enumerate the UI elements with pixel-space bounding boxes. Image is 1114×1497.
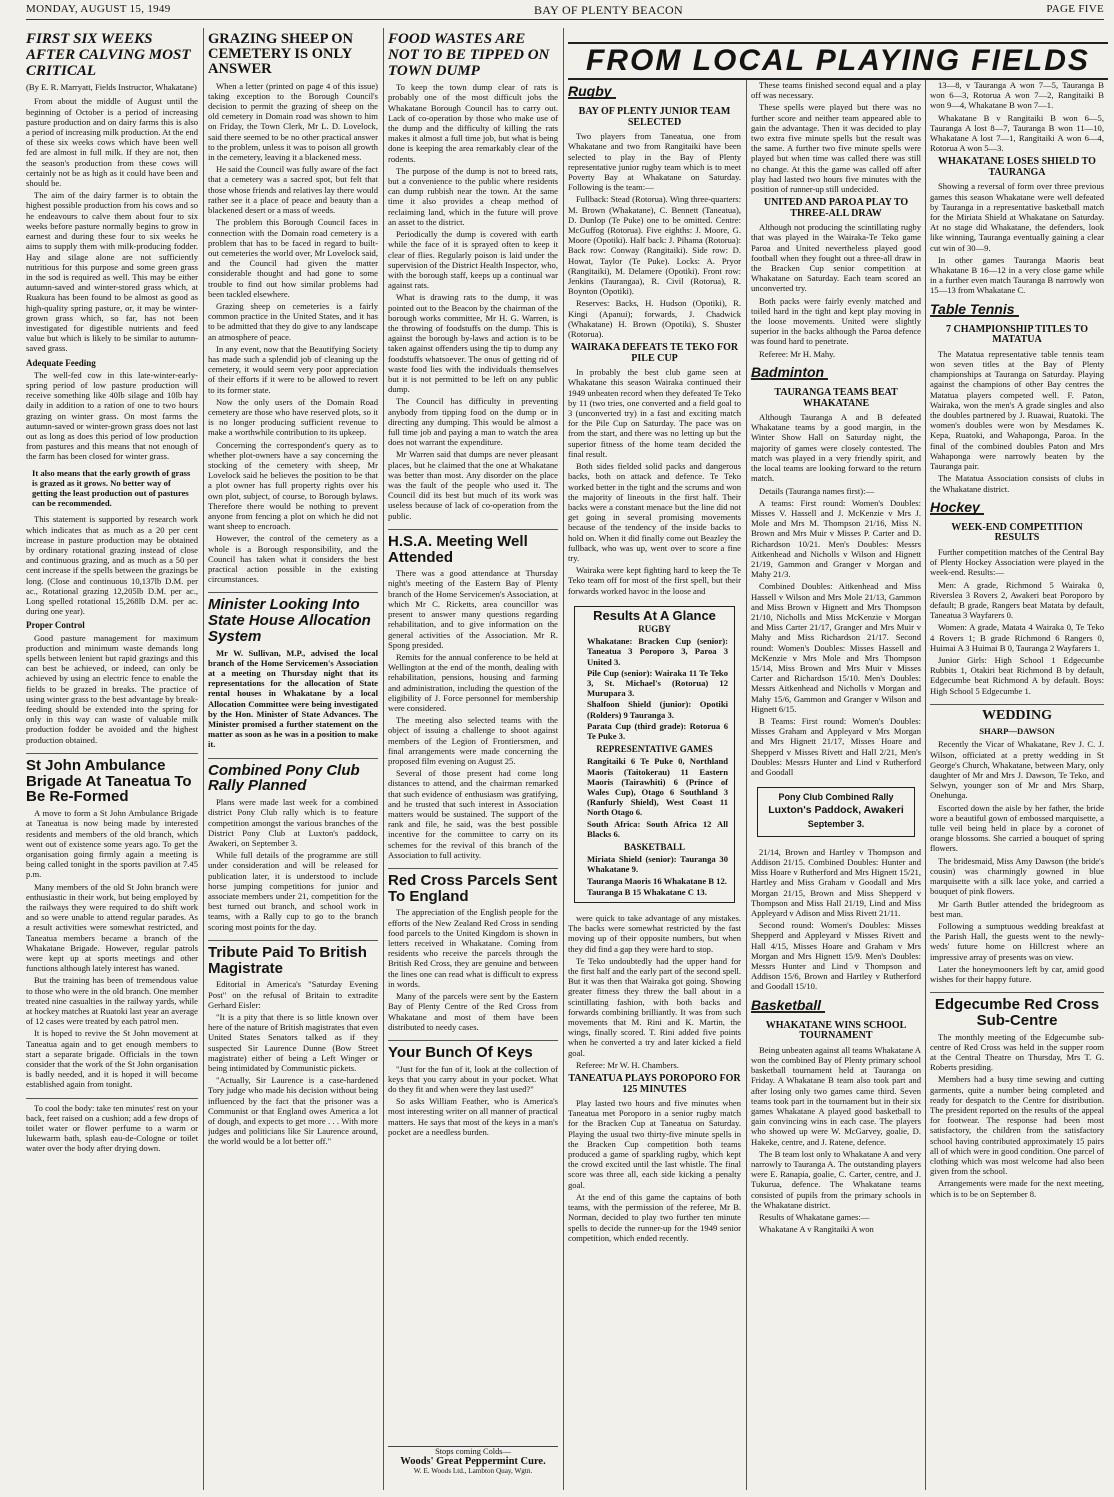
- paragraph: Plans were made last week for a combined district Pony Club rally which is to feature competition amongst the various branches of the District Pony Club at Luxton's paddock, Awakeri, on September 3.: [208, 797, 378, 848]
- result-line: Miriata Shield (senior): Tauranga 30 Whakatane 9.: [587, 854, 728, 875]
- subheading: Proper Control: [26, 620, 85, 631]
- paragraph: It is hoped to revive the St John movement at Taneatua again and to get enough members to start a separate brigade. Officials in the town consider that the work of the St John organisation is badly needed, and it is hoped it will become established again from tonight.: [26, 1028, 198, 1090]
- results-section-label: RUGBY: [638, 623, 671, 634]
- results-box: [574, 606, 735, 903]
- section-rugby: Rugby: [568, 86, 616, 99]
- paragraph: Remits for the annual conference to be held at Wellington at the end of the month, dealing with rehabilitation, pensions, housing and farming and administration, including the question of the eligibility of J. Force personnel for membership were considered.: [388, 651, 558, 713]
- masthead-date: MONDAY, AUGUST 15, 1949: [26, 3, 171, 15]
- paragraph: Men: A grade, Richmond 5 Wairaka 0, Riverslea 3 Rovers 2, Awakeri beat Poroporo by default; B grade, Rangers beat Matata by default, Taneatua 3 Wayfarers 0.: [930, 579, 1104, 621]
- result-line: Tauranga Maoris 16 Whakatane B 12.: [587, 875, 727, 886]
- paragraph: Several of those present had come long distances to attend, and the chairman remarked that such evidence of enthusiasm was gratifying, and he trusted that such interest in Association matters would be sustained. The support of the rank and file, he said, was the best possible incentive for the committee to carry on its schemes for the revival of this branch of the Association to full activity.: [388, 768, 558, 860]
- masthead-page-number: PAGE FIVE: [1046, 3, 1104, 15]
- article-divider: [388, 529, 558, 530]
- ad-line: Pony Club Combined Rally: [778, 792, 894, 803]
- result-line: Parata Cup (third grade): Rotorua 6 Te Puke 3.: [587, 720, 728, 741]
- article-divider: [930, 704, 1104, 705]
- paragraph: "Just for the fun of it, look at the collection of keys that you carry about in your pocket. What do they fit and when were they last used?": [388, 1063, 558, 1095]
- result-line: South Africa: South Africa 12 All Blacks 6.: [587, 818, 728, 839]
- paragraph: Editorial in America's "Saturday Evening Post" on the refusal of Britain to extradite Gerhard Eisler:: [208, 979, 378, 1010]
- paragraph: were quick to take advantage of any mistakes. The backs were somewhat restricted by the fast moving up of their opposite numbers, but when they did find a gap they were hard to stop.: [568, 913, 741, 954]
- paragraph: Mr Garth Butler attended the bridegroom as best man.: [930, 898, 1104, 919]
- ad-product: Woods' Great Peppermint Cure.: [400, 1456, 546, 1467]
- paragraph: Following a sumptuous wedding breakfast at the Parish Hall, the guests went to the newly-weds' future home on Hillcrest where an impressive array of presents was on view.: [930, 920, 1104, 962]
- headline-united-paroa: UNITED AND PAROA PLAY TO THREE-ALL DRAW: [763, 197, 909, 219]
- masthead-paper-name: BAY OF PLENTY BEACON: [533, 3, 683, 17]
- section-table-tennis: Table Tennis: [930, 304, 1019, 317]
- result-line: Shalfoon Shield (junior): Opotiki (Rolders) 9 Tauranga 3.: [587, 699, 728, 720]
- paragraph: "Actually, Sir Laurence is a case-hardened Tory judge who made his decision without being influenced by the fact that the prisoner was a Communist or that England owes America a lot of dough, and expects to get more . . . With more judges and politicians like Sir Laurence around, the world would be a lot better off.": [208, 1075, 378, 1147]
- paragraph: Concerning the correspondent's query as to whether plot-owners have a say concerning the stocking of the cemetery with sheep, Mr Lovelock said he believes the position to be that a plot owner has full property rights over his own plot, subject, of course, to Borough bylaws. Therefore there would be nothing to prevent anyone from fencing a plot on which he did not want sheep to encroach.: [208, 439, 378, 532]
- paragraph: In other games Tauranga Maoris beat Whakatane B 16—12 in a very close game while in a further even match Tauranga B narrowly won 15—13 from Whakatane C.: [930, 254, 1104, 296]
- headline-british-magistrate: Tribute Paid To British Magistrate: [208, 943, 367, 977]
- headline-edgecumbe-red-cross: Edgecumbe Red Cross Sub-Centre: [934, 996, 1100, 1029]
- paragraph: The well-fed cow in this late-winter-early-spring period of low pasture production will receive something like 40lb silage and 10lb hay daily in addition to a ration of one to two hours grazing on winter grass. On most farms the autumn-saved or winter-grown grass does not last out as long as does this period of low production from pastures and this means that not enough of the farm has been closed for winter grass.: [26, 369, 198, 462]
- paragraph: In any event, now that the Beautifying Society has made such a splendid job of cleaning up the cemetery, it would seem very poor appreciation of their efforts if it were to be allowed to revert to its former state.: [208, 343, 378, 395]
- article-divider: [388, 1040, 558, 1041]
- headline-red-cross-parcels: Red Cross Parcels Sent To England: [388, 871, 558, 905]
- paragraph: So asks William Feather, who is America's most interesting writer on all manner of practical matters. He says that most of the keys in a man's pocket are a needless burden.: [388, 1096, 558, 1137]
- paragraph: Combined Doubles: Aitkenhead and Miss Hassell v Wilson and Mrs Mole 21/13, Gammon and Miss Brown v Hignett and Mrs Thompson 21/10, Nicholls and Miss McKenzie v Morgan and Miss Carter 21/17, Granger and Mrs Muir v Mahy and Miss Richardson 21/17. Second round: Women's Doubles: Misses Hassell and McKenzie v Mrs Mole and Mrs Thompson 15/14, Miss Brown and Mrs Muir v Misses Carter and Richardson 15/10. Men's Doubles: Messrs Aitkenhead and Nicholls v Morgan and Mahy 15/6, Gammon and Granger v Wilson and Hignett 6/15.: [751, 581, 921, 714]
- sports-section-banner: FROM LOCAL PLAYING FIELDS: [568, 42, 1108, 80]
- paragraph: These spells were played but there was no further score and neither team appeared able to gain the advantage. Then it was decided to play two extra five minute spells but the result was the same. A further two five minute spells were played but when time was called there was still no change. At this the game was called off after play had lasted two hours five minutes with the position of runner-up still undecided.: [751, 102, 921, 195]
- column-4: [568, 80, 741, 1490]
- paragraph: He said the Council was fully aware of the fact that a cemetery was a sacred spot, but felt that those whose friends and relatives lay there would rather see it a place of peace and beauty than a blackened desert or a mass of weeds.: [208, 164, 378, 216]
- article-divider: [26, 753, 198, 754]
- advertisement-peppermint: [388, 1446, 558, 1489]
- paragraph: To cool the body: take ten minutes' rest on your back, feet raised on a cushion; add a few drops of toilet water or flower perfume to a warm or lukewarm bath, splash eau-de-Cologne or toilet water over the body after drying down.: [26, 1102, 198, 1154]
- paragraph: Referee: Mr W. H. Chambers.: [576, 1059, 679, 1070]
- result-line: Tauranga B 15 Whakatane C 13.: [587, 886, 707, 897]
- ad-venue: Luxton's Paddock, Awakeri: [768, 804, 904, 817]
- paragraph: Later the honeymooners left by car, amid good wishes for their happy future.: [930, 963, 1104, 984]
- subheading: Adequate Feeding: [26, 357, 96, 368]
- column-rule: [383, 28, 384, 1490]
- paragraph: The appreciation of the English people for the efforts of the New Zealand Red Cross in sending food parcels to the United Kingdom is shown in letters received in Whakatane. Coming from residents who receive the parcels through the British Red Cross, they are genuine and between the lines one can read what is difficult to express in words.: [388, 907, 558, 989]
- paragraph: What is drawing rats to the dump, it was pointed out to the Beacon by the chairman of the borough works committee, Mr H. G. Warren, is the throwing of foodstuffs on the dump. This is against the borough by-laws and action is to be taken against offenders using the tip to dump any foodstuffs whatsoever. The onus of getting rid of waste food lies with the individuals themselves but it is not permitted to be left on any public dump.: [388, 292, 558, 395]
- paragraph: Play lasted two hours and five minutes when Taneatua met Poroporo in a senior rugby match for the Bracken Cup at Taneatua on Saturday. Playing the usual two thirty-five minute spells in the Bracken Cup competition both teams produced a game of sparkling rugby, which kept the crowd excited until the last whistle. The final score was three all, each side kicking a penalty goal.: [568, 1098, 741, 1190]
- paragraph: In probably the best club game seen at Whakatane this season Wairaka continued their 1949 unbeaten record when they defeated Te Teko by 11 (two tries, one converted and a field goal to 3 (unconverted try) in a fast and exciting match for the Pile Cup on Saturday. The pace was on from the start, and there was no letting up but the superior fitness of the home team decided the final result.: [568, 367, 741, 459]
- paragraph: The purpose of the dump is not to breed rats, but a convenience to the public where residents can dump rubbish near the town. At the same time it also provides a cheap method of reclaiming land, which in the future will prove an asset to the district.: [388, 165, 558, 227]
- paragraph: "It is a pity that there is so little known over here of the nature of British magistrates that even United States Senators talked as if they suspected Sir Laurence Dunne (Bow Street magistrate) either of being a Left Winger or being intimidated by Communistic pickets.: [208, 1011, 378, 1073]
- paragraph: Grazing sheep on cemeteries is a fairly common practice in the United States, and it has to be admitted that they do give to any landscape an atmosphere of peace.: [208, 300, 378, 342]
- headline-junior-team: BAY OF PLENTY JUNIOR TEAM SELECTED: [578, 106, 731, 128]
- article-divider: [208, 758, 378, 759]
- headline-championship-titles: 7 CHAMPIONSHIP TITLES TO MATATUA: [946, 323, 1088, 346]
- paragraph: A move to form a St John Ambulance Brigade at Taneatua is now being made by interested residents and members of the old branch, which went out of existence some years ago. To get the organisation going firmly again a meeting is being called tonight in the sports pavilion at 7.45 p.m.: [26, 808, 198, 880]
- result-line: Rangitaiki 6 Te Puke 0, Northland Maoris (Taitokerau) 11 Eastern Maoris (Tairawhiti) 6 (Prince of Wales Cup), Otago 6 Southland 3 (Ranfurly Shield), West Coast 11 North Otago 6.: [587, 756, 728, 818]
- column-6: [930, 80, 1104, 1490]
- headline-grazing-sheep: GRAZING SHEEP ON CEMETERY IS ONLY ANSWER: [208, 31, 354, 78]
- article-divider: [208, 592, 378, 593]
- ad-date: September 3.: [807, 818, 865, 829]
- headline-wedding: WEDDING: [981, 707, 1052, 723]
- paragraph: Te Teko undoubtedly had the upper hand for the first half and the early part of the second spell. But it was then that Wairaka got going. Showing greater fitness they threw the ball about in a scintillating fashion, with both backs and forwards combining brilliantly. It was from such movements that M. Rini and K. Martin, the wings, finally scored. T. Rini added five points when he converted a try and later kicked a field goal.: [568, 955, 741, 1058]
- paragraph: Recently the Vicar of Whakatane, Rev J. C. J. Wilson, officiated at a pretty wedding in St George's Church, Whakatane, between Mary, only daughter of Mr and Mrs J. Dawson, Te Teko, and Selwyn, younger son of Mr and Mrs Sharp, Onehunga.: [930, 739, 1104, 801]
- paragraph: The bridesmaid, Miss Amy Dawson (the bride's cousin) was charmingly gowned in blue marquisette with a silk lace yoke, and carried a bouquet of pink flowers.: [930, 855, 1104, 897]
- paragraph: Periodically the dump is covered with earth while the face of it is sprayed often to keep it clear of flies. Regularly poison is laid under the supervision of the District Health Inspector, who, with the borough staff, keeps up a continual war against rats.: [388, 229, 558, 291]
- headline-wairaka: WAIRAKA DEFEATS TE TEKO FOR PILE CUP: [570, 342, 739, 364]
- article-divider: [930, 992, 1104, 993]
- headline-tauranga-teams: TAURANGA TEAMS BEAT WHAKATANE: [774, 387, 898, 409]
- article-divider: [208, 940, 378, 941]
- ad-line: Stops coming Colds—: [435, 1447, 511, 1456]
- results-section-label: BASKETBALL: [623, 842, 686, 852]
- paragraph: However, the control of the cemetery as a whole is a Borough responsibility, and the Council has taken what it considers the best practical action possible in the existing circumstances.: [208, 533, 378, 585]
- paragraph: Mr W. Sullivan, M.P., advised the local branch of the Home Servicemen's Association at a meeting on Thursday night that its representations for the allocation of State rental houses in Whakatane by a local Allocation Committee were being investigated by the Hon. Minister of State Advances. The Minister promised a further statement on the matter as soon as he was in a position to make it.: [208, 647, 378, 750]
- paragraph: Junior Girls: High School 1 Edgecumbe Rubbits 1, Otakiri beat Richmond B by default, Edgecumbe beat Richmond A by default. Boys: High School 5 Edgecumbe 1.: [930, 654, 1104, 696]
- ad-address: W. E. Woods Ltd., Lambton Quay, Wgtn.: [413, 1467, 533, 1475]
- paragraph: Further competition matches of the Central Bay of Plenty Hockey Association were played in the week-end. Results:—: [930, 546, 1104, 578]
- paragraph: Mr Warren said that dumps are never pleasant places, but he claimed that the one at Whakatane was better than most. Any disorder on the place was the fault of the people who used it. The Council did its best but much of its work was useless because of lack of co-operation from the public.: [388, 449, 558, 521]
- paragraph: Two players from Taneatua, one from Whakatane and two from Rangitaiki have been selected to play in the Bay of Plenty representative junior rugby team which is to meet Poverty Bay at Whakatane on Saturday. Following is the team:—: [568, 131, 741, 193]
- paragraph: When a letter (printed on page 4 of this issue) taking exception to the Borough Council's decision to permit the grazing of sheep on the old cemetery in Domain road was shown to him on Friday, the Town Clerk, Mr L. D. Lovelock, said there seemed to be no other practical answer to the problem, unless it was to poison all growth in the cemetery, leaving it a blackened mess.: [208, 80, 378, 163]
- headline-state-house: Minister Looking Into State House Allocation System: [208, 596, 371, 645]
- paragraph: Both sides fielded solid packs and dangerous backs, both on attack and defence. Te Teko worked better in the tight and the scrums and won the majority of lineouts in the first half. Their backs were a constant menace but the line did not get going in several promising movements because of the tendency of the inside backs to hold on. When it did finally come out Beazley the fullback, who was up, went over to score a fine try.: [568, 461, 741, 563]
- headline-st-john: St John Ambulance Brigade At Taneatua To Be Re-Formed: [26, 756, 192, 806]
- results-title: Results At A Glance: [593, 607, 716, 623]
- paragraph: Referee: Mr H. Mahy.: [759, 348, 836, 359]
- headline-pony-club: Combined Pony Club Rally Planned: [208, 761, 360, 795]
- column-rule: [203, 28, 204, 1490]
- headline-taneatua-poroporo: TANEATUA PLAYS POROPORO FOR 125 MINUTES: [568, 1073, 741, 1095]
- article-divider: [388, 868, 558, 869]
- paragraph: Many members of the old St John branch were enthusiastic in their work, but being employed by the railways they were required to do shift work and so were unable to attend regular parades. As a result activities were somewhat restricted, and Taneatua members became a branch of the Whakatane Brigade. However, regular patrols were kept up at sports meetings and other functions although lately interest has waned.: [26, 881, 198, 974]
- section-basketball: Basketball: [751, 1000, 825, 1013]
- paragraph: Now the only users of the Domain Road cemetery are those who have reserved plots, so it is no longer producing sufficient revenue to make a worthwhile contribution to its upkeep.: [208, 396, 378, 438]
- paragraph: These teams finished second equal and a play off was necessary.: [751, 80, 921, 101]
- paragraph: Women: A grade, Matata 4 Wairaka 0, Te Teko 4 Rovers 1; B grade Richmond 6 Rangers 0, Huimai A 3 Huimai B 0, Tauranga 2 Wayfarers 1.: [930, 622, 1104, 653]
- column-rule: [746, 80, 747, 1490]
- column-rule: [563, 28, 564, 1490]
- paragraph: Being unbeaten against all teams Whakatane A won the combined Bay of Plenty primary school basketball tournament held at Tauranga on Friday. A Whakatane B team also took part and after losing only two games came third. Seven teams took part in the tournament but in their six games Whakatane A played good basketball to gain convincing wins in each case. The players who showed up were W. McGarvey, goalie, D. Hakeke, centre, and J. Ratene, defence.: [751, 1044, 921, 1147]
- column-5: [751, 80, 921, 1490]
- paragraph: The B team lost only to Whakatane A and very narrowly to Tauranga A. The outstanding players were E. Ranapia, goalie, C. Carter, centre, and J. Tukurua, defence. The Whakatane teams consisted of pupils from the primary schools in the Whakatane district.: [751, 1148, 921, 1210]
- paragraph: The Matatua Association consists of clubs in the Whakatane district.: [930, 473, 1104, 494]
- paragraph: Wairaka were kept fighting hard to keep the Te Teko team off for most of the first spell, but their forwards worked havoc in the loose and: [568, 565, 741, 596]
- paragraph: Fullback: Stead (Rotorua). Wing three-quarters: M. Brown (Whakatane), C. Bennett (Taneatua), D. Dunlop (Te Puke) one to be omitted. Centre: McGuffog (Rotorua). Five eighths: J. Moore, G. Moore (Opotiki). Half back: J. Pihama (Rotorua): Back row: Conway (Rangitaiki). Side row: D. Howat, Taylor (Te Puke). Locks: A. Pryor (Rangitaiki), M. Delamere (Opotiki). Front row: Jenkins (Taurangaa), R. Civil (Rotorua), R. Boynton (Opotiki).: [568, 194, 741, 297]
- page-masthead: [26, 3, 1104, 20]
- paragraph: Second round: Women's Doubles: Misses Shepperd and Appleyard v Misses Rivett and Hall 4/15, Misses Hoare and Graham v Mrs Morgan and Mrs Hignett 15/9. Men's Doubles: Messrs Hunter and Lind v Thompson and Addison 15/6, Brown and Hartley v Rutherford and Goodall 15/10.: [751, 920, 921, 992]
- paragraph: The Council has difficulty in preventing anybody from tipping food on the dump or in directing any dumping. This would be almost a full time job and paying a man to watch the area does not warrant the expenditure.: [388, 396, 558, 448]
- paragraph: While full details of the programme are still under consideration and will be released for publication later, it is understood to include horse jumping competitions for junior and associate members under 21, competition for the best turned out branch, and school work in teams, with a Rally cup to go to the branch scoring most points for the day.: [208, 850, 378, 932]
- paragraph: Reserves: Backs, H. Hudson (Opotiki), R. Kingi (Apanui); forwards, J. Chadwick (Whakatane) H. Brown (Opotiki), S. Shuster (Rotorua).: [568, 298, 741, 340]
- headline-food-wastes: FOOD WASTES ARE NOT TO BE TIPPED ON TOWN DUMP: [388, 31, 550, 79]
- paragraph: From about the middle of August until the beginning of October is a period of increasing pasture production and on dairy farms this is also a period of increasing milk production. At the end of these six weeks cows which have been well fed are almost in full milk. If they are not, then the season's production from these cows will certainly not be as high as it could have been and should be.: [26, 96, 198, 189]
- paragraph: The monthly meeting of the Edgecumbe sub-centre of Red Cross was held in the supper room at the Central Theatre on Thursday, Mrs T. G. Roberts presiding.: [930, 1031, 1104, 1073]
- paragraph: Results of Whakatane games:—: [759, 1212, 870, 1223]
- results-section-label: REPRESENTATIVE GAMES: [596, 744, 713, 755]
- paragraph: 21/14, Brown and Hartley v Thompson and Addison 21/15. Combined Doubles: Hunter and Miss Hoare v Rutherford and Mrs Hignett 15/21, Hartley and Miss Graham v Goodall and Mrs Morgan 21/15, Brown and Miss Shepperd v Thompson and Miss Hall 21/19, Lind and Miss Appleyard v Adison and Miss Rivett 21/11.: [751, 846, 921, 919]
- paragraph: Although Tauranga A and B defeated Whakatane teams by a good margin, in the Winter Show Hall on Saturday night, the majority of games were closely contested. The match was played in a very friendly spirit, and the local teams are looking forward to the return match.: [751, 412, 921, 484]
- column-1: [26, 28, 198, 1490]
- headline-bunch-of-keys: Your Bunch Of Keys: [388, 1043, 533, 1061]
- column-3: [388, 28, 558, 1438]
- paragraph: The aim of the dairy farmer is to obtain the highest possible production from his cows and so he endeavours to calve them about four to six weeks before pasture normally begins to grow in earnest and during these four to six weeks he aims to supply them with milk-producing fodder. Hay and silage alone are not sufficiently nutritious for this purpose and some green grass in the sod is required as well. This may be either autumn-saved and winter-stored grass which, at Ruakura has been found to be almost as good as high-quality spring pasture, or, it may be winter-grown grass which, so far, has not been investigated for digestible nutrients and feed value but which is likely to be similar to autumn-saved grass.: [26, 190, 198, 354]
- paragraph: Although not producing the scintillating rugby that was played in the Wairaka-Te Teko game Paroa and United nevertheless played good football when they fought out a three-all draw in the Bracken Cup senior competition at Whakatane on Saturday. Each team scored an unconverted try.: [751, 222, 921, 294]
- section-hockey: Hockey: [930, 502, 984, 515]
- paragraph: Good pasture management for maximum production and minimum waste demands long spells between lenient but rapid grazings and this can best be achieved, or indeed, can only be achieved by using an electric fence to enable the fields to be grazed in breaks. The practice of using winter grass to the best advantage by break-feeding should be extended into the spring for only in this way can waste of valuable milk production fodder be avoided and the highest production obtained.: [26, 632, 198, 745]
- result-line: Pile Cup (senior): Wairaka 11 Te Teko 3, St. Michael's (Rotorua) 12 Murupara 3.: [587, 667, 728, 699]
- paragraph: A teams: First round: Women's Doubles: Misses V. Hassell and J. McKenzie v Mrs J. Mole and Mrs M. Thompson 21/16, Miss N. Brown and Mrs Muir v Misses P. Carter and D. Richardson 10/21. Men's Doubles: Messrs Aitkenhead and Nicholls v Wilson and Hignett 21/19, Gammon and Granger v Morgan and Mahy 21/3.: [751, 497, 921, 580]
- column-2: [208, 28, 378, 1490]
- result-line: Whakatane: Bracken Cup (senior): Taneatua 3 Poroporo 3, Paroa 3 United 3.: [587, 636, 728, 667]
- pull-quote: It also means that the early growth of grass is grazed as it grows. No better way of getting the least production out of pastures can be recommended.: [32, 467, 191, 509]
- headline-hsa-meeting: H.S.A. Meeting Well Attended: [388, 532, 528, 566]
- headline-loses-shield: WHAKATANE LOSES SHIELD TO TAURANGA: [938, 156, 1096, 178]
- section-badminton: Badminton: [751, 367, 828, 380]
- paragraph: Arrangements were made for the next meeting, which is to be on September 8.: [930, 1178, 1104, 1199]
- paragraph: There was a good attendance at Thursday night's meeting of the Eastern Bay of Plenty branch of the Home Servicemen's Association, at which Mr C. Ricketts, area councillor was present to answer many questions regarding rehabilitation, and to give information on the general activities of the Association. Mr R. Spong presided.: [388, 568, 558, 650]
- paragraph: Many of the parcels were sent by the Eastern Bay of Plenty Centre of the Red Cross from Whakatane and most of them have been distributed to needy cases.: [388, 991, 558, 1032]
- paragraph: Both packs were fairly evenly matched and toiled hard in the tight and kept play moving in the loose movements. United were slightly superior in the backs although the Paroa defence was found hard to penetrate.: [751, 295, 921, 347]
- paragraph: Showing a reversal of form over three previous games this season Whakatane were well defeated by Tauranga in a representative basketball match for the Miriata Shield at Whakatane on Saturday. At no stage did Whakatane, the defenders, look like winning, Tauranga eventually gaining a clear cut win of 30—9.: [930, 181, 1104, 253]
- paragraph: Whakatane B v Rangitaiki B won 6—5, Tauranga A lost 8—7, Tauranga B won 11—10, Whakatane A lost 7—1, Rangitaiki A won 6—4, Rotorua A won 5—3.: [930, 112, 1104, 154]
- headline-calving: FIRST SIX WEEKS AFTER CALVING MOST CRITICAL: [26, 31, 191, 79]
- paragraph: The Matatua representative table tennis team won seven titles at the Bay of Plenty championships at Tauranga on Saturday. Playing against the champions of other Bay centres the Matatua players competed well. F. Paton, Wairaka, won the men's A grade singles and also the doubles partnered by J. Ruawai, Ruatoki. The women's doubles were won by Mesdames K. Kepa, Ruatoki, and Wahaponga, Paroa. In the final of the combined doubles Paton and Mrs Wahaponga were narrowly beaten by the Tauranga pair.: [930, 348, 1104, 472]
- article-divider: [26, 1098, 198, 1099]
- paragraph: 13—8, v Tauranga A won 7—5, Tauranga B won 6—3, Rotorua A won 7—2, Rangitaiki B won 9—4, Whakatane B won 7—1.: [930, 80, 1104, 111]
- paragraph: To keep the town dump clear of rats is probably one of the most difficult jobs the Whakatane Borough Council has to carry out. Lack of co-operation by those who make use of the dump and the difficulty of killing the rats makes it almost a full time job, but what is being done is keeping the area remarkably clear of the rodents.: [388, 82, 558, 164]
- column-rule: [925, 80, 926, 1490]
- paragraph: Whakatane A v Rangitaiki A won: [759, 1224, 874, 1235]
- paragraph: The problem this Borough Council faces in connection with the Domain road cemetery is a problem that has to be faced in regard to built-out cemeteries the world over, Mr Lovelock said, and the Council had given the matter considerable thought and had gone to some trouble to find out how similar problems had been tackled elsewhere.: [208, 217, 378, 299]
- advertisement-pony-club: [757, 787, 915, 837]
- paragraph: This statement is supported by research work which indicates that as much as a 20 per cent increase in pasture production may be obtained by ordinary rotational grazing instead of close and continuous grazing, and as much as a 50 per cent increase if the spells between the grazings be long. (Close and continuous 10,137lb D.M. per ac., Rotational grazing 12,205lb D.M. per ac., Long spelled rotational 15,268lb D.M. per ac. during one year).: [26, 514, 198, 617]
- headline-hockey-results: WEEK-END COMPETITION RESULTS: [951, 521, 1083, 544]
- paragraph: Members had a busy time sewing and cutting garments, quite a number being completed and ready for despatch to the Centre for distribution. The president reported on the results of the appeal for footwear. The response had been most satisfactory, the children from the satisfactory school having contributed approximately 15 pairs all of which were in good condition. One parcel of clothing which was most welcome had also been given from the school.: [930, 1074, 1104, 1177]
- paragraph: But the training has been of tremendous value to those who were in the old branch. One member treated nine casualties in the railway yards, while at hockey matches at Ruatoki last year an average of 12 cases were treated by each patrol men.: [26, 975, 198, 1027]
- paragraph: B Teams: First round: Women's Doubles: Misses Graham and Appleyard v Mrs Morgan and Mrs Hignett 21/17, Misses Hoare and Shepperd v Misses Rivett and Hall 2/21, Men's Doubles: Messrs Hunter and Lind v Rutherford and Goodall: [751, 715, 921, 777]
- paragraph: At the end of this game the captains of both teams, with the permission of the referee, Mr B. Norman, decided to play two further ten minute spells to decide the runner-up for the 1949 senior competition, which ended recently.: [568, 1191, 741, 1243]
- paragraph: Escorted down the aisle by her father, the bride wore a beautiful gown of embossed marquisette, a tulle veil being held in place by a coronet of orange blossoms. She carried a bouquet of spring flowers.: [930, 802, 1104, 854]
- wedding-names: SHARP—DAWSON: [979, 726, 1055, 737]
- headline-school-tournament: WHAKATANE WINS SCHOOL TOURNAMENT: [765, 1019, 907, 1042]
- byline: (By E. R. Marryatt, Fields Instructor, Whakatane): [26, 82, 197, 93]
- paragraph: The meeting also selected teams with the object of issuing a challenge to shoot against members of the Legion of Frontiersmen, and final arrangements were made concerning the proposed film evening on August 25.: [388, 715, 558, 766]
- paragraph: Details (Tauranga names first):—: [759, 485, 875, 496]
